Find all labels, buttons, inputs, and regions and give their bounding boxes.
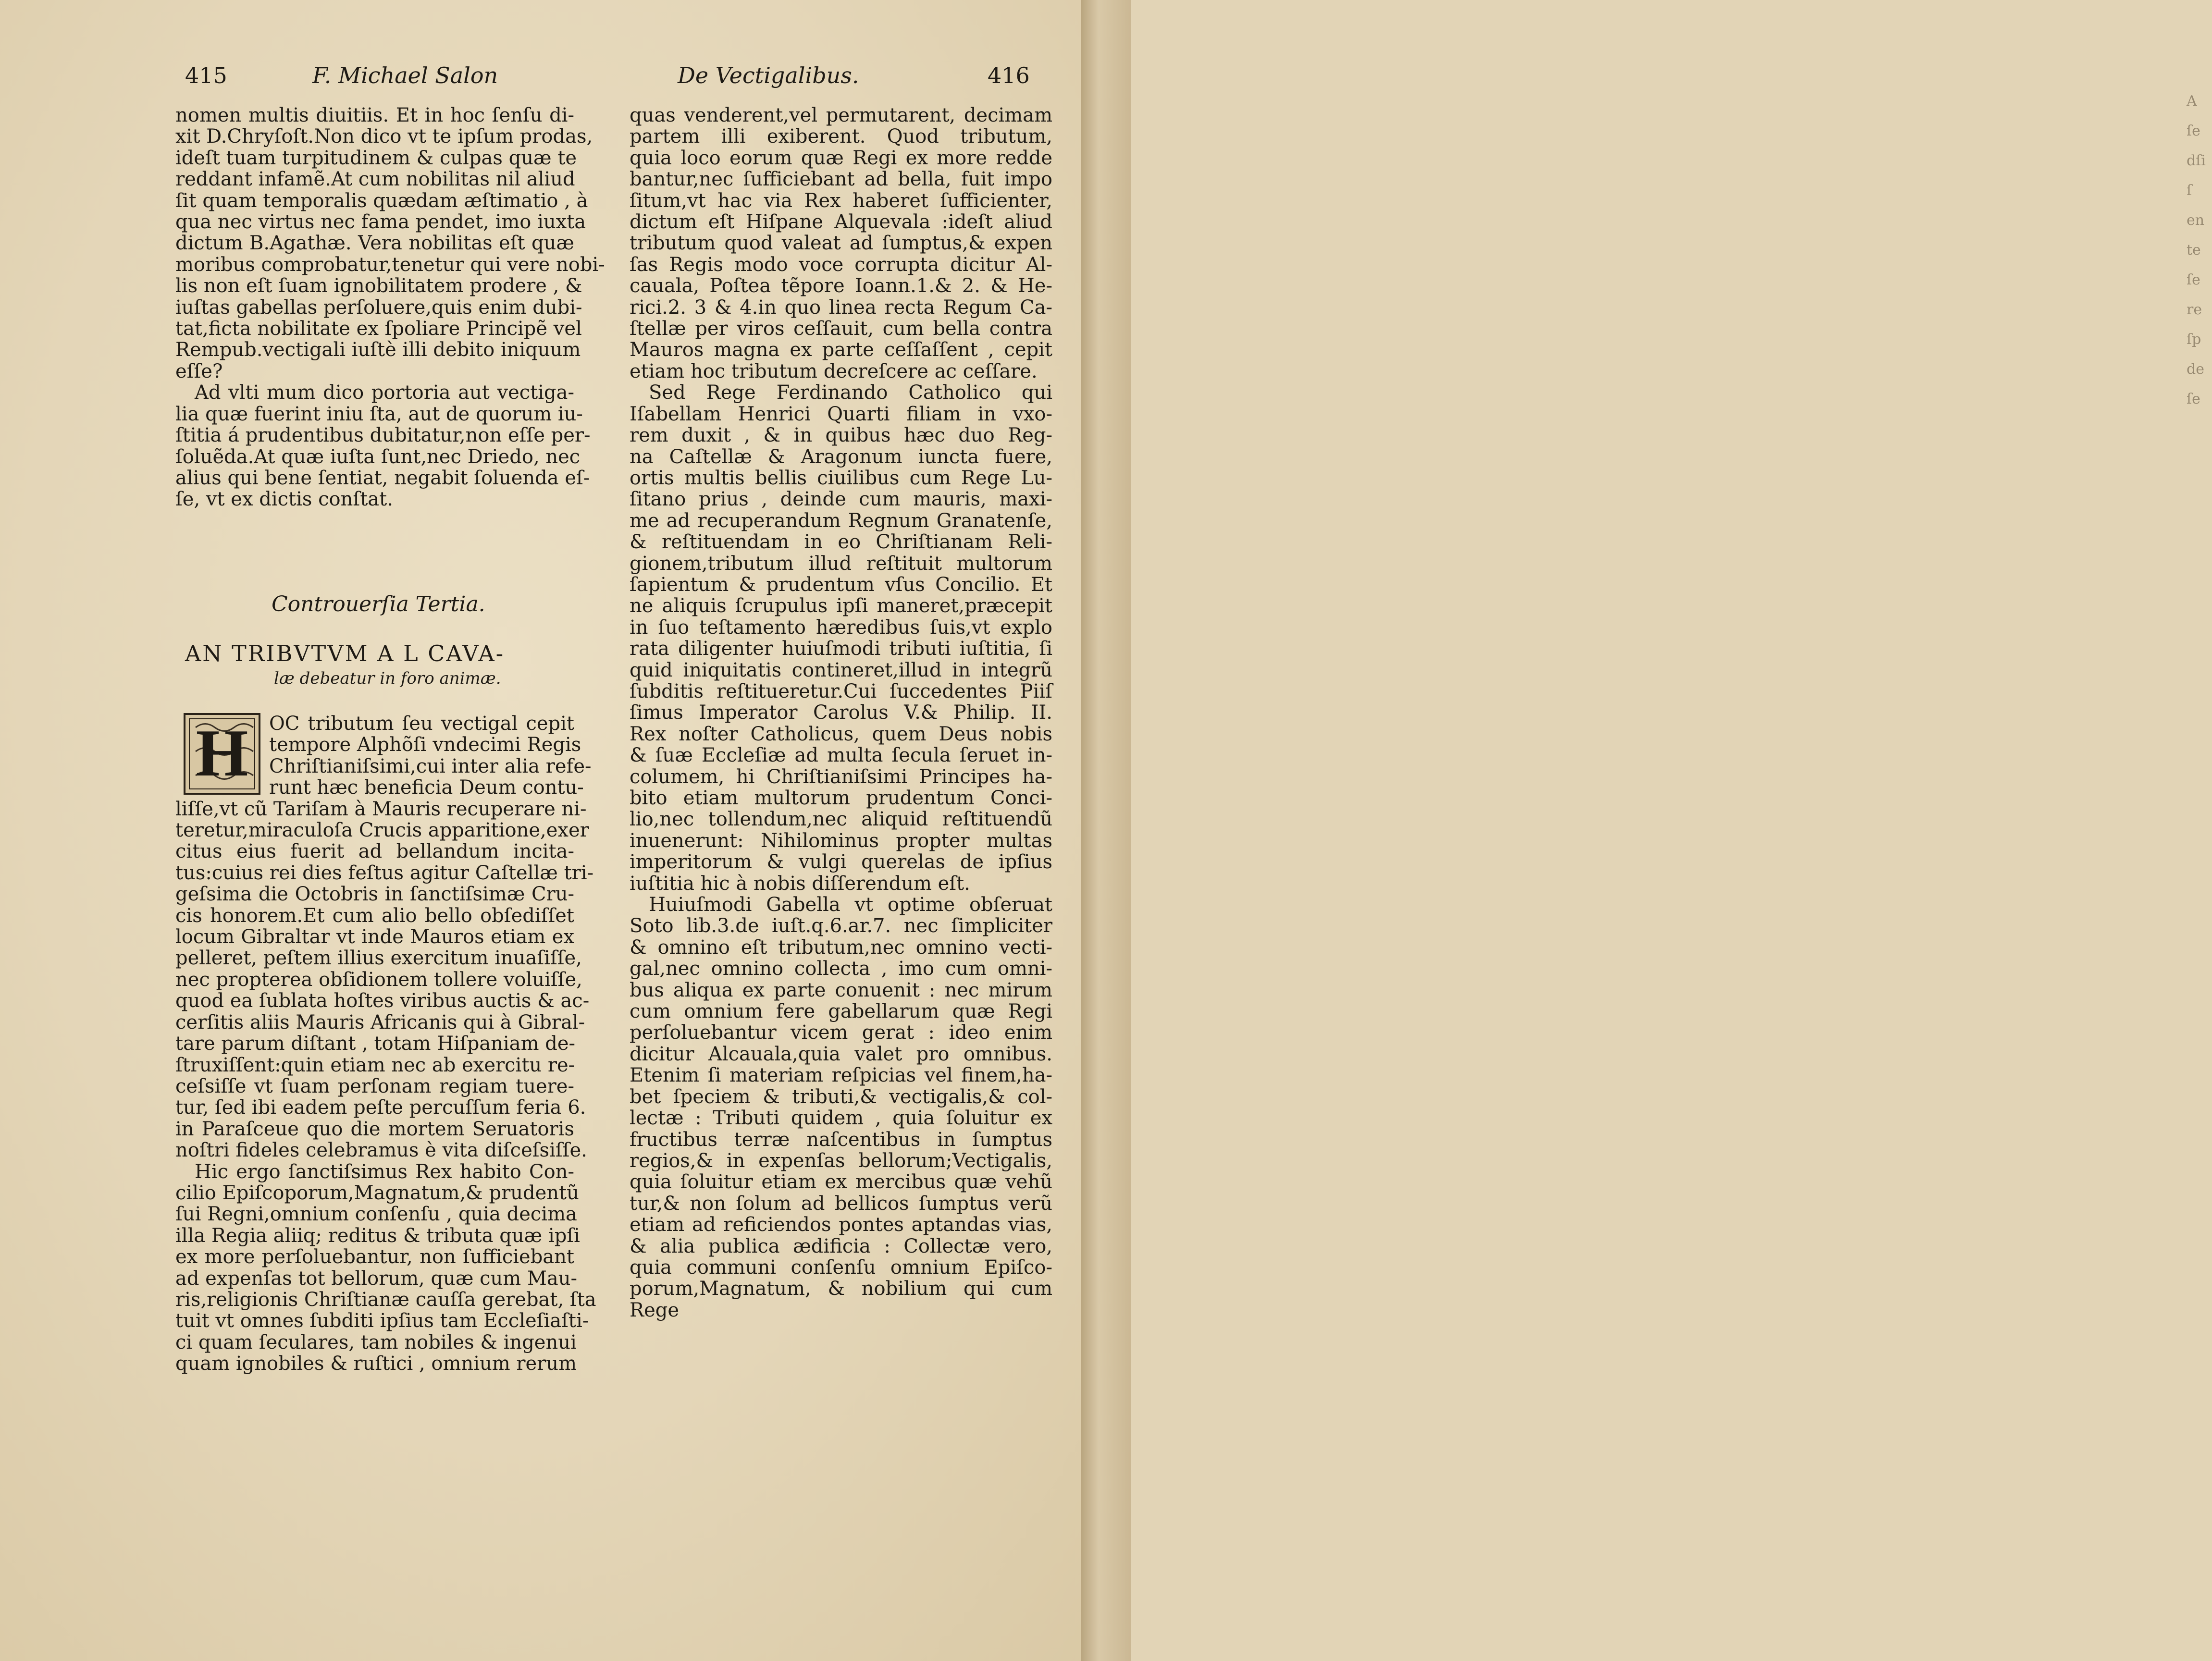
text-line: nomen multis diuitiis. Et in hoc ſenſu di-: [175, 104, 574, 126]
text-line: & omnino eſt tributum,nec omnino vecti-: [630, 936, 1052, 959]
left-column-top-text: [175, 104, 605, 511]
adjacent-page-fragment: ſp: [2187, 331, 2201, 348]
text-line: iuſtitia hic à nobis diſſerendum eſt.: [630, 872, 970, 895]
text-line: & alia publica ædificia : Collectæ vero,: [630, 1235, 1052, 1257]
text-line: ex more perſoluebantur, non ſufficiebant: [175, 1246, 574, 1268]
text-line: Ad vlti mum dico portoria aut vectiga-: [195, 381, 574, 404]
left-page-number: 415: [185, 62, 227, 88]
text-line: ſitum,vt hac via Rex haberet ſufficienter,: [630, 189, 1052, 212]
text-line: liſſe,vt cũ Tariſam à Mauris recuperare ni-: [175, 798, 587, 820]
text-line: quia communi conſenſu omnium Epiſco-: [630, 1256, 1052, 1279]
adjacent-page-text: [2187, 86, 2212, 414]
text-line: lio,nec tollendum,nec aliquid reſtituendũ: [630, 808, 1052, 831]
text-line: eſſe?: [175, 360, 223, 382]
left-column-chapter-text: [175, 713, 596, 1375]
text-line: iuſtas gabellas perſoluere,quis enim dubi-: [175, 296, 582, 319]
text-line: dicitur Alcauala,quia valet pro omnibus.: [630, 1043, 1052, 1065]
text-line: ci quam ſeculares, tam nobiles & ingenui: [175, 1331, 577, 1353]
text-line: OC tributum ſeu vectigal cepit: [269, 713, 574, 735]
text-line: quam ignobiles & ruſtici , omnium rerum: [175, 1353, 577, 1375]
initial-letter-glyph: H: [196, 716, 248, 790]
text-line: gionem,tributum illud reſtituit multorum: [630, 552, 1052, 575]
text-line: Rex noſter Catholicus, quem Deus nobis: [630, 723, 1052, 745]
text-line: lia quæ fuerint iniu ſta, aut de quorum iu-: [175, 403, 583, 425]
text-line: rata diligenter huiuſmodi tributi iuſtitia, ſi: [630, 638, 1052, 660]
text-line: moribus comprobatur,tenetur qui vere nobi-: [175, 253, 605, 276]
text-line: tur, ſed ibi eadem peſte percuſſum feria 6.: [175, 1096, 586, 1119]
right-column-text: [630, 105, 1052, 1321]
adjacent-page-fragment: dſi: [2187, 152, 2206, 169]
chapter-heading-title: AN TRIBVTVM A L CAVA-: [185, 640, 505, 666]
text-line: etiam ad reficiendos pontes aptandas vias,: [630, 1214, 1052, 1236]
text-line: quia loco eorum quæ Regi ex more redde: [630, 147, 1052, 169]
text-line: ideſt tuam turpitudinem & culpas quæ te: [175, 147, 577, 169]
text-line: fructibus terræ naſcentibus in ſumptus: [630, 1128, 1052, 1151]
text-line: Rempub.vectigali iuſtè illi debito iniquum: [175, 339, 581, 361]
text-line: Soto lib.3.de iuſt.q.6.ar.7. nec ſimpliciter: [630, 915, 1052, 937]
adjacent-page-fragment: ſe: [2187, 391, 2200, 407]
text-line: rici.2. 3 & 4.in quo linea recta Regum Ca-: [630, 296, 1052, 319]
text-line: lectæ : Tributi quidem , quia ſoluitur ex: [630, 1107, 1052, 1130]
text-line: inuenerunt: Nihilominus propter multas: [630, 829, 1052, 852]
text-line: ceſsiſſe vt ſuam perſonam regiam tuere-: [175, 1075, 574, 1097]
text-line: noſtri fideles celebramus è vita diſceſsiſſe.: [175, 1139, 587, 1162]
adjacent-page-fragment: te: [2187, 242, 2201, 258]
text-line: gal,nec omnino collecta , imo cum omni-: [630, 958, 1052, 980]
text-line: ſoluẽda.At quæ iuſta ſunt,nec Driedo, nec: [175, 445, 581, 468]
text-line: citus eius fuerit ad bellandum incita-: [175, 840, 574, 863]
adjacent-page-fragment: de: [2187, 361, 2204, 378]
text-line: ortis multis bellis ciuilibus cum Rege Lu-: [630, 467, 1052, 489]
text-line: tus:cuius rei dies feſtus agitur Caſtellæ tri-: [175, 861, 594, 884]
adjacent-page-fragment: A: [2187, 93, 2197, 110]
text-line: bet ſpeciem & tributi,& vectigalis,& col-: [630, 1085, 1052, 1108]
text-line: locum Gibraltar vt inde Mauros etiam ex: [175, 926, 574, 948]
text-line: cum omnium fere gabellarum quæ Regi: [630, 1000, 1052, 1023]
text-line: columem, hi Chriſtianiſsimi Principes ha-: [630, 765, 1052, 788]
text-line: Rege: [630, 1299, 680, 1321]
text-line: ſas Regis modo voce corrupta dicitur Al-: [630, 253, 1052, 276]
text-line: & ſuæ Eccleſiæ ad multa ſecula ſeruet in-: [630, 744, 1052, 767]
text-line: lis non eſt ſuam ignobilitatem prodere , &: [175, 275, 582, 297]
text-line: Huiuſmodi Gabella vt optime obſeruat: [649, 894, 1052, 916]
text-line: ſtellæ per viros ceſſauit, cum bella contra: [630, 318, 1052, 340]
text-line: Etenim ſi materiam reſpicias vel finem,ha-: [630, 1064, 1052, 1087]
chapter-heading-subtitle: læ debeatur in foro animæ.: [274, 669, 501, 688]
text-line: tare parum diſtant , totam Hiſpaniam de-: [175, 1033, 576, 1055]
text-line: tempore Alphõſi vndecimi Regis: [269, 734, 581, 756]
text-line: in Paraſceue quo die mortem Seruatoris: [175, 1118, 574, 1140]
text-line: illa Regia aliiq; reditus & tributa quæ ipſi: [175, 1224, 580, 1247]
text-line: ſapientum & prudentum vſus Concilio. Et: [630, 573, 1052, 596]
text-line: ſe, vt ex dictis conſtat.: [175, 488, 393, 511]
text-line: Sed Rege Ferdinando Catholico qui: [649, 381, 1052, 404]
text-line: ris,religionis Chriſtianæ cauſſa gerebat, ſta: [175, 1288, 596, 1311]
text-line: reddant infamẽ.At cum nobilitas nil aliud: [175, 168, 575, 191]
text-line: dictum B.Agathæ. Vera nobilitas eſt quæ: [175, 232, 574, 255]
text-line: Hic ergo ſanctiſsimus Rex habito Con-: [195, 1160, 574, 1183]
adjacent-page-fragment: re: [2187, 301, 2202, 318]
text-line: ne aliquis ſcrupulus ipſi maneret,præcepit: [630, 595, 1052, 617]
text-line: rem duxit , & in quibus hæc duo Reg-: [630, 424, 1052, 447]
adjacent-page-fragment: ſ: [2187, 182, 2192, 199]
text-line: teretur,miraculoſa Crucis apparitione,exer: [175, 819, 589, 842]
text-line: ſimus Imperator Carolus V.& Philip. II.: [630, 701, 1052, 724]
adjacent-page-fragment: ſe: [2187, 123, 2200, 139]
text-line: cilio Epiſcoporum,Magnatum,& prudentũ: [175, 1181, 579, 1204]
text-line: me ad recuperandum Regnum Granatenſe,: [630, 509, 1052, 532]
adjacent-page-fragment: en: [2187, 212, 2205, 229]
text-line: tributum quod valeat ad ſumptus,& expen: [630, 232, 1052, 255]
text-line: perſoluebantur vicem gerat : ideo enim: [630, 1021, 1052, 1044]
text-line: cis honorem.Et cum alio bello obſediſſet: [175, 904, 574, 927]
text-line: etiam hoc tributum decreſcere ac ceſſare.: [630, 360, 1038, 382]
chapter-title-header: De Vectigalibus.: [678, 62, 859, 88]
text-line: pelleret, peſtem illius exercitum inuaſiſſe,: [175, 947, 582, 970]
text-line: cerſitis aliis Mauris Africanis qui à Gibral-: [175, 1011, 585, 1034]
text-line: in ſuo teſtamento hæredibus ſuis,vt explo: [630, 616, 1052, 639]
text-line: na Caſtellæ & Aragonum iuncta fuere,: [630, 445, 1052, 468]
text-line: porum,Magnatum, & nobilium qui cum: [630, 1278, 1052, 1300]
adjacent-page-fragment: ſe: [2187, 271, 2200, 288]
text-line: bito etiam multorum prudentum Conci-: [630, 787, 1052, 809]
text-line: cauala, Poſtea tẽpore Ioann.1.& 2. & He-: [630, 275, 1052, 297]
text-line: ſit quam temporalis quædam æſtimatio , à: [175, 189, 588, 212]
text-line: tuit vt omnes ſubditi ipſius tam Eccleſiaſti-: [175, 1310, 589, 1332]
text-line: ſui Regni,omnium conſenſu , quia decima: [175, 1203, 577, 1226]
text-line: quod ea ſublata hoſtes viribus auctis & ac-: [175, 990, 590, 1012]
text-line: ad expenſas tot bellorum, quæ cum Mau-: [175, 1267, 578, 1290]
text-line: dictum eſt Hiſpane Alquevala :ideſt aliud: [630, 211, 1052, 234]
text-line: geſsima die Octobris in ſanctiſsimæ Cru-: [175, 883, 574, 906]
adjacent-page-gutter: [1081, 0, 2206, 1661]
text-line: ſitano prius , deinde cum mauris, maxi-: [630, 488, 1052, 511]
text-line: partem illi exiberent. Quod tributum,: [630, 125, 1052, 148]
text-line: qua nec virtus nec fama pendet, imo iuxta: [175, 211, 586, 234]
text-line: tur,& non ſolum ad bellicos ſumptus verũ: [630, 1192, 1052, 1215]
text-line: Mauros magna ex parte ceſſaſſent , cepit: [630, 339, 1052, 361]
running-title: F. Michael Salon: [312, 62, 498, 88]
text-line: ſtitia á prudentibus dubitatur,non eſſe per-: [175, 424, 591, 447]
text-line: nec propterea obſidionem tollere voluiſſe,: [175, 968, 582, 991]
right-page-number: 416: [988, 62, 1030, 88]
text-line: Chriſtianiſsimi,cui inter alia refe-: [269, 755, 592, 777]
text-line: quia ſoluitur etiam ex mercibus quæ vehũ: [630, 1171, 1052, 1193]
text-line: quas venderent,vel permutarent, decimam: [630, 104, 1052, 126]
text-line: regios,& in expenſas bellorum;Vectigalis,: [630, 1149, 1052, 1172]
text-line: & reſtituendam in eo Chriſtianam Reli-: [630, 531, 1052, 554]
text-line: imperitorum & vulgi querelas de ipſius: [630, 851, 1052, 874]
text-line: runt hæc beneficia Deum contu-: [269, 776, 584, 799]
text-line: alius qui bene ſentiat, negabit ſoluenda eſ-: [175, 467, 590, 489]
controversy-subtitle: Controuerſia Tertia.: [272, 592, 485, 616]
text-line: bus aliqua ex parte conuenit : nec mirum: [630, 979, 1052, 1001]
text-line: Iſabellam Henrici Quarti filiam in vxo-: [630, 403, 1052, 425]
text-line: xit D.Chryſoſt.Non dico vt te ipſum prodas,: [175, 125, 593, 148]
text-line: ſtruxiſſent:quin etiam nec ab exercitu re-: [175, 1054, 575, 1076]
text-line: bantur,nec ſufficiebant ad bella, fuit impo: [630, 168, 1052, 191]
text-line: ſubditis reſtitueretur.Cui ſuccedentes Piiſ: [630, 680, 1052, 702]
text-line: quid iniquitatis contineret,illud in integrũ: [630, 659, 1052, 681]
text-line: tat,ficta nobilitate ex ſpoliare Principẽ vel: [175, 318, 582, 340]
